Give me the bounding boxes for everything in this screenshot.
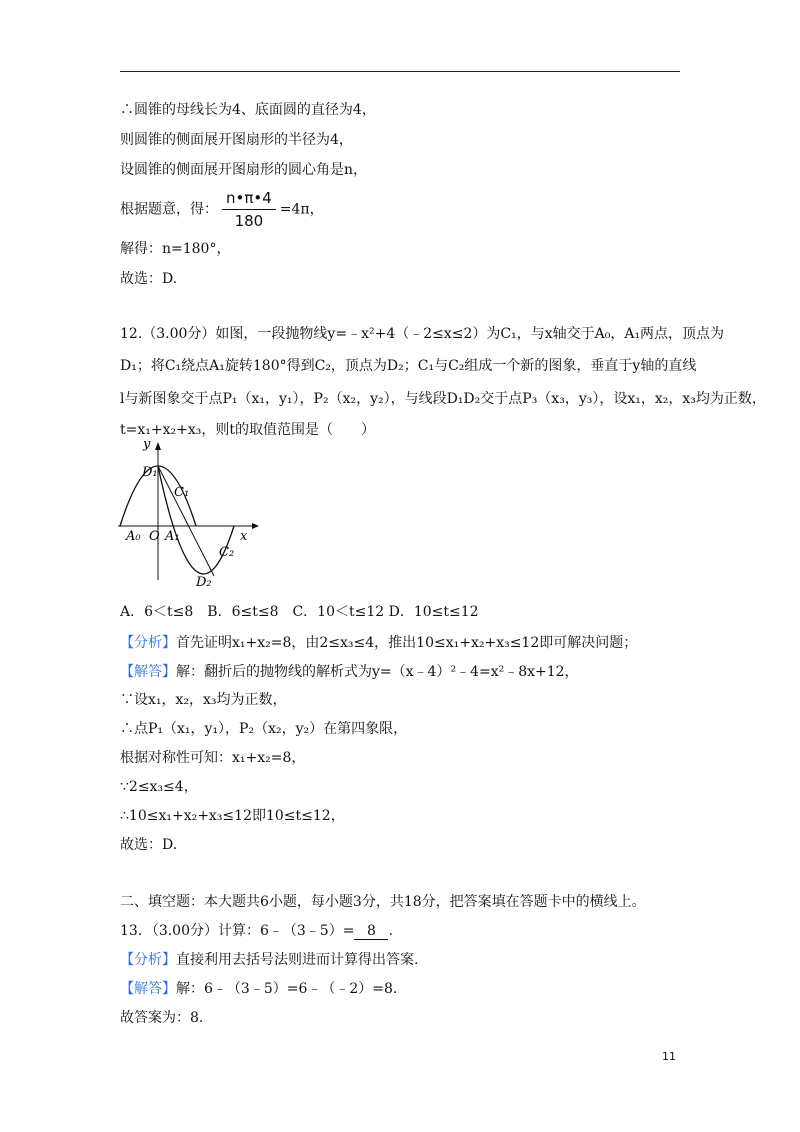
formula-line (120, 188, 324, 231)
label-a1: A₁ (165, 529, 180, 544)
text-line: 则圆锥的侧面展开图扇形的半径为4， (120, 132, 353, 148)
label-d1: D₁ (142, 465, 158, 480)
x-axis-arrow (252, 523, 259, 529)
text-line: 根据对称性可知：x₁+x₂=8， (120, 750, 306, 766)
fraction-numerator: n•π•4 (222, 188, 276, 210)
text-line: ∵2≤x₃≤4， (120, 779, 198, 795)
formula-prefix: 根据题意，得： (120, 201, 218, 218)
solution-text: 解：6﹣（3﹣5）=6﹣（﹣2）=8. (176, 981, 398, 997)
analysis-tag: 【分析】 (120, 635, 176, 651)
label-x: x (240, 529, 248, 544)
question-line: t=x₁+x₂+x₃，则t的取值范围是（ ） (120, 422, 375, 438)
analysis-line (120, 633, 637, 653)
label-d2: D₂ (196, 575, 212, 590)
text-line: 故选：D. (120, 271, 178, 287)
label-c2: C₂ (219, 545, 235, 560)
section-heading: 二、填空题：本大题共6小题，每小题3分，共18分，把答案填在答题卡中的横线上。 (120, 894, 646, 910)
text-line: ∴圆锥的母线长为4、底面圆的直径为4， (120, 102, 376, 118)
question-line: D₁；将C₁绕点A₁旋转180°得到C₂，顶点为D₂；C₁与C₂组成一个新的图象，垂直于y轴的直线 (120, 358, 697, 374)
formula-suffix: =4π， (279, 201, 324, 218)
question-13-end: . (388, 923, 393, 939)
fraction (222, 188, 276, 231)
solution-line (120, 662, 579, 682)
label-c1: C₁ (174, 485, 190, 500)
page-number: 11 (662, 1050, 676, 1063)
parabola-figure (118, 440, 268, 590)
label-y: y (143, 440, 151, 452)
solution-tag: 【解答】 (120, 981, 176, 997)
header-rule (120, 71, 680, 72)
text-line: 设圆锥的侧面展开图扇形的圆心角是n， (120, 162, 368, 178)
text-line: 解得：n=180°， (120, 241, 231, 257)
text-line: 故选：D. (120, 837, 178, 853)
question-13-text: 13．（3.00分）计算：6﹣（3﹣5）= (120, 923, 355, 939)
analysis-text: 首先证明x₁+x₂=8，由2≤x₃≤4，推出10≤x₁+x₂+x₃≤12即可解决问题； (176, 635, 638, 651)
text-line: ∴10≤x₁+x₂+x₃≤12即10≤t≤12， (120, 808, 345, 824)
analysis-text: 直接利用去括号法则进而计算得出答案. (176, 952, 419, 968)
text-line: ∴点P₁（x₁，y₁），P₂（x₂，y₂）在第四象限， (120, 721, 408, 737)
solution-tag: 【解答】 (120, 664, 176, 680)
solution-text: 解：翻折后的抛物线的解析式为y=（x﹣4）²﹣4=x²﹣8x+12， (176, 664, 579, 680)
text-line: 故答案为：8. (120, 1010, 204, 1026)
question-line: l与新图象交于点P₁（x₁，y₁），P₂（x₂，y₂），与线段D₁D₂交于点P₃（x₃，y₃），设x₁，x₂，x₃均为正数， (120, 391, 766, 407)
fraction-denominator: 180 (234, 212, 264, 230)
text-line: ∵设x₁，x₂，x₃均为正数， (120, 692, 287, 708)
question-line: 12.（3.00分）如图，一段抛物线y=﹣x²+4（﹣2≤x≤2）为C₁，与x轴交于A₀，A₁两点，顶点为 (120, 326, 725, 342)
answer-blank: 8 (354, 923, 388, 940)
segment-d1d2 (158, 466, 214, 576)
question-13-line (120, 921, 393, 941)
label-o: O (149, 529, 160, 544)
solution-line (120, 979, 397, 999)
analysis-tag: 【分析】 (120, 952, 176, 968)
analysis-line (120, 950, 418, 970)
y-axis-arrow (155, 442, 161, 450)
answer-choices: A．6＜t≤8 B．6≤t≤8 C．10＜t≤12 D．10≤t≤12 (120, 604, 479, 620)
label-a0: A₀ (126, 529, 141, 544)
